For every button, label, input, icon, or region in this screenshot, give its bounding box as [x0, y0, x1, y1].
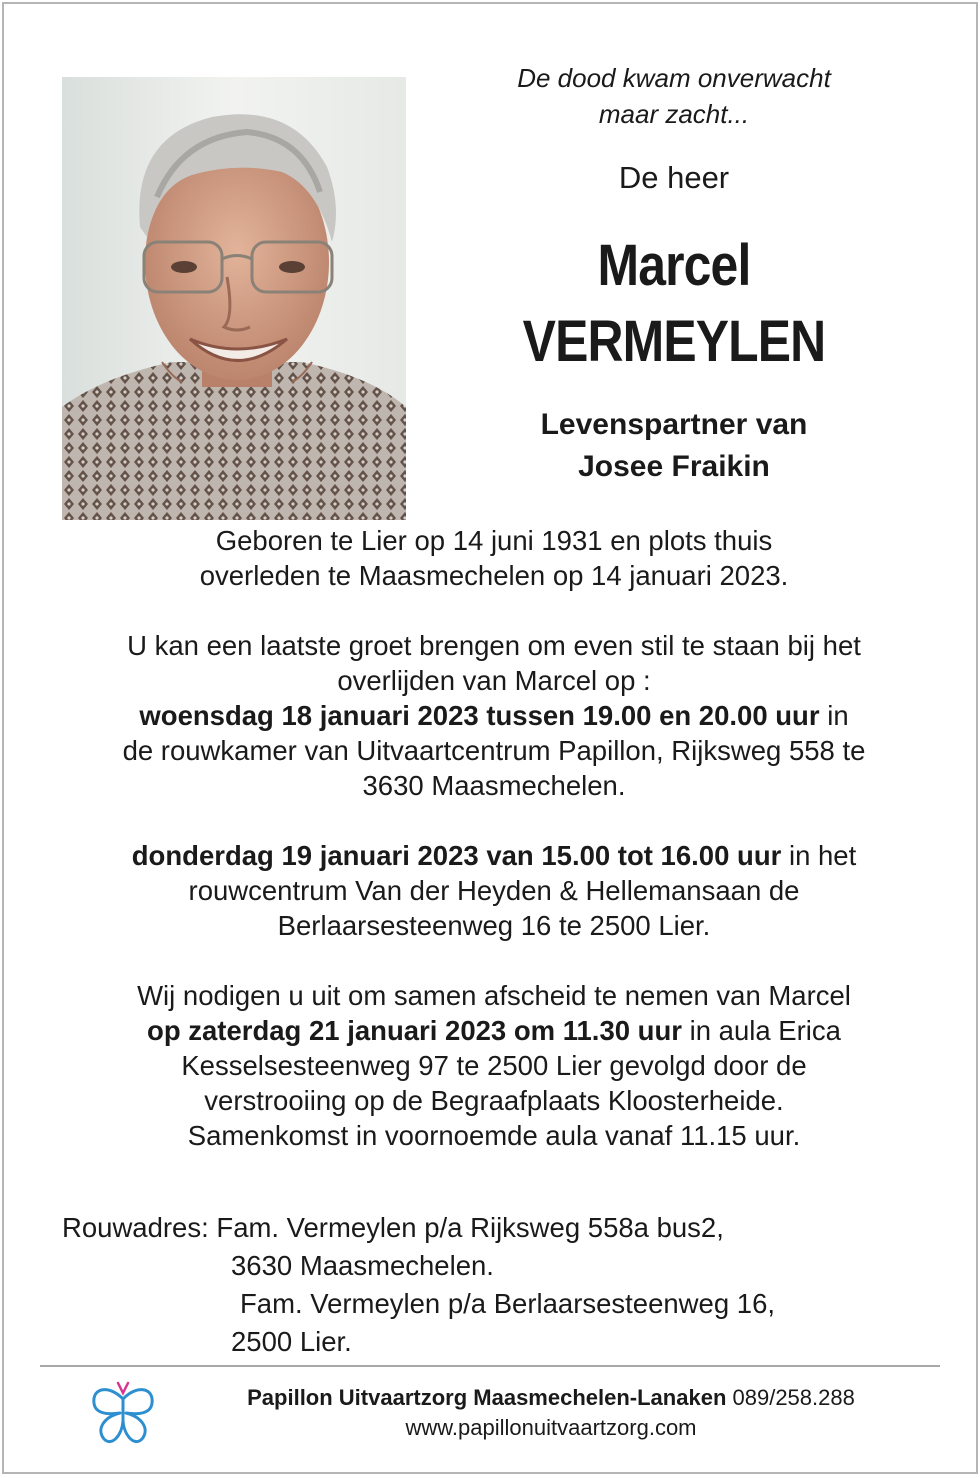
company-website[interactable]: www.papillonuitvaartzorg.com [405, 1415, 697, 1440]
visit1-city: 3630 Maasmechelen. [362, 770, 626, 801]
farewell-line-1: Wij nodigen u uit om samen afscheid te nemen van Marcel [137, 980, 851, 1011]
quote [424, 60, 924, 132]
address-line-2: 3630 Maasmechelen. [231, 1250, 494, 1281]
birth-death-paragraph [44, 523, 944, 593]
farewell-paragraph [44, 978, 944, 1153]
quote-line-2: maar zacht... [598, 99, 750, 129]
butterfly-logo-icon [90, 1377, 156, 1449]
farewell-date: op zaterdag 21 januari 2023 om 11.30 uur [147, 1015, 682, 1046]
partner-line-1: Levenspartner van [540, 408, 808, 441]
farewell-tail: in aula Erica [681, 1015, 841, 1046]
partner-info [424, 404, 924, 488]
address-line-4: 2500 Lier. [231, 1326, 352, 1357]
visit1-date: woensdag 18 januari 2023 tussen 19.00 en 20.00 uur [139, 700, 820, 731]
farewell-line-4: verstrooiing op de Begraafplaats Kloosterheide. [204, 1085, 784, 1116]
footer-divider [40, 1365, 940, 1367]
last-name: VERMEYLEN [522, 309, 826, 374]
address-line-1: Fam. Vermeylen p/a Rijksweg 558a bus2, [216, 1212, 724, 1243]
footer [90, 1377, 930, 1457]
visit1-tail: in [819, 700, 849, 731]
footer-text [186, 1383, 916, 1443]
visit-intro-line-1: U kan een laatste groet brengen om even stil te staan bij het [127, 630, 861, 661]
notice-body [44, 523, 944, 1188]
visit2-tail: in het [781, 840, 857, 871]
visit1-location: de rouwkamer van Uitvaartcentrum Papillon, Rijksweg 558 te [122, 735, 866, 766]
death-notice-card [2, 2, 978, 1474]
visit2-location: rouwcentrum Van der Heyden & Hellemansaan de [188, 875, 800, 906]
farewell-line-5: Samenkomst in voornoemde aula vanaf 11.15 uur. [187, 1120, 801, 1151]
death-line: overleden te Maasmechelen op 14 januari 2023. [199, 560, 789, 591]
farewell-line-3: Kesselsesteenweg 97 te 2500 Lier gevolgd door de [181, 1050, 807, 1081]
birth-line: Geboren te Lier op 14 juni 1931 en plots thuis [215, 525, 773, 556]
visit2-address: Berlaarsesteenweg 16 te 2500 Lier. [277, 910, 711, 941]
mourning-address [62, 1209, 775, 1361]
quote-line-1: De dood kwam onverwacht [517, 63, 831, 93]
first-name: Marcel [597, 233, 751, 298]
partner-line-2: Josee Fraikin [578, 450, 770, 483]
deceased-name [459, 228, 889, 380]
visitation-paragraph [44, 628, 944, 803]
visitation2-paragraph [44, 838, 944, 943]
visit-intro-line-2: overlijden van Marcel op : [337, 665, 651, 696]
address-label: Rouwadres: [62, 1212, 217, 1243]
portrait-photo [62, 77, 406, 520]
address-line-3: Fam. Vermeylen p/a Berlaarsesteenweg 16, [240, 1288, 776, 1319]
company-name: Papillon Uitvaartzorg Maasmechelen-Lanaken [247, 1385, 727, 1410]
salutation: De heer [618, 160, 730, 195]
visit2-date: donderdag 19 januari 2023 van 15.00 tot 16.00 uur [131, 840, 782, 871]
company-phone: 089/258.288 [726, 1385, 855, 1410]
